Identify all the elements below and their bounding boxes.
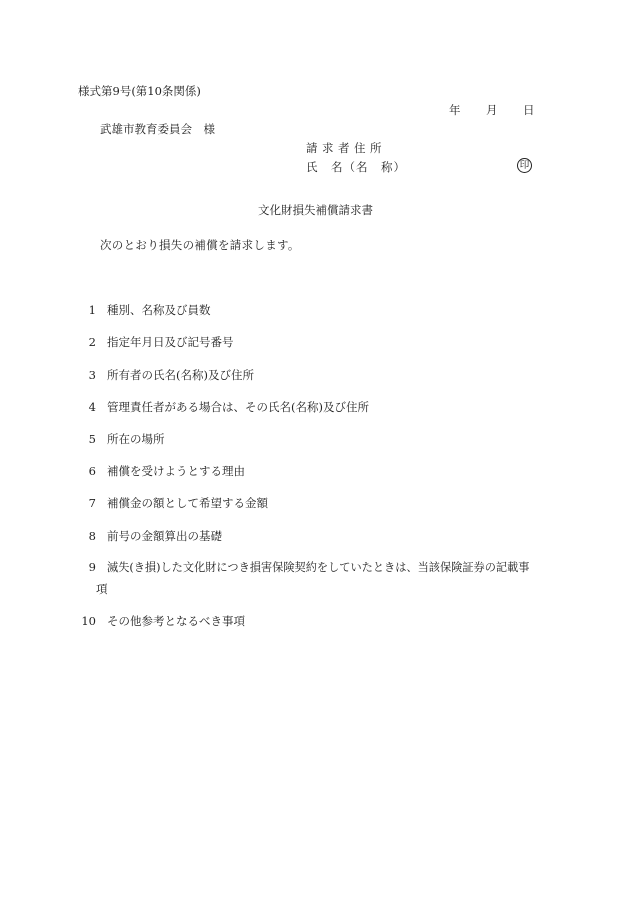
item-text: 所有者の氏名(名称)及び住所 bbox=[107, 368, 254, 382]
item-text: 滅失(き損)した文化財につき損害保険契約をしていたときは、当該保険証券の記載事 bbox=[107, 561, 530, 574]
item-number: 1 bbox=[88, 303, 96, 317]
item-text: 補償金の額として希望する金額 bbox=[107, 496, 268, 510]
item-number: 4 bbox=[88, 400, 96, 414]
date-year-label: 年 bbox=[449, 103, 461, 117]
item-text: 指定年月日及び記号番号 bbox=[107, 335, 234, 349]
item-text-continuation: 項 bbox=[96, 582, 108, 596]
item-number: 5 bbox=[88, 432, 96, 446]
addressee: 武雄市教育委員会 様 bbox=[100, 122, 215, 136]
item-text: 所在の場所 bbox=[107, 432, 165, 446]
claimant-name-label: 氏 名（名 称） bbox=[306, 160, 406, 174]
item-text: 補償を受けようとする理由 bbox=[107, 464, 245, 478]
document-title: 文化財損失補償請求書 bbox=[258, 203, 373, 217]
form-number: 様式第9号(第10条関係) bbox=[78, 84, 201, 98]
item-number: 8 bbox=[88, 529, 96, 543]
date-day-label: 日 bbox=[523, 103, 535, 117]
item-number: 6 bbox=[88, 464, 96, 478]
item-text: 管理責任者がある場合は、その氏名(名称)及び住所 bbox=[107, 400, 369, 414]
intro-text: 次のとおり損失の補償を請求します。 bbox=[100, 238, 300, 252]
item-text: その他参考となるべき事項 bbox=[107, 614, 245, 628]
item-number: 9 bbox=[88, 560, 96, 574]
item-number: 7 bbox=[88, 496, 96, 510]
item-number: 10 bbox=[81, 614, 96, 628]
item-number: 3 bbox=[88, 368, 96, 382]
item-text: 前号の金額算出の基礎 bbox=[107, 529, 222, 543]
date-month-label: 月 bbox=[486, 103, 498, 117]
item-text: 種別、名称及び員数 bbox=[107, 303, 211, 317]
seal-mark-icon: 印 bbox=[517, 158, 532, 173]
claimant-address-label: 請求者住所 bbox=[306, 141, 386, 155]
item-number: 2 bbox=[88, 335, 96, 349]
